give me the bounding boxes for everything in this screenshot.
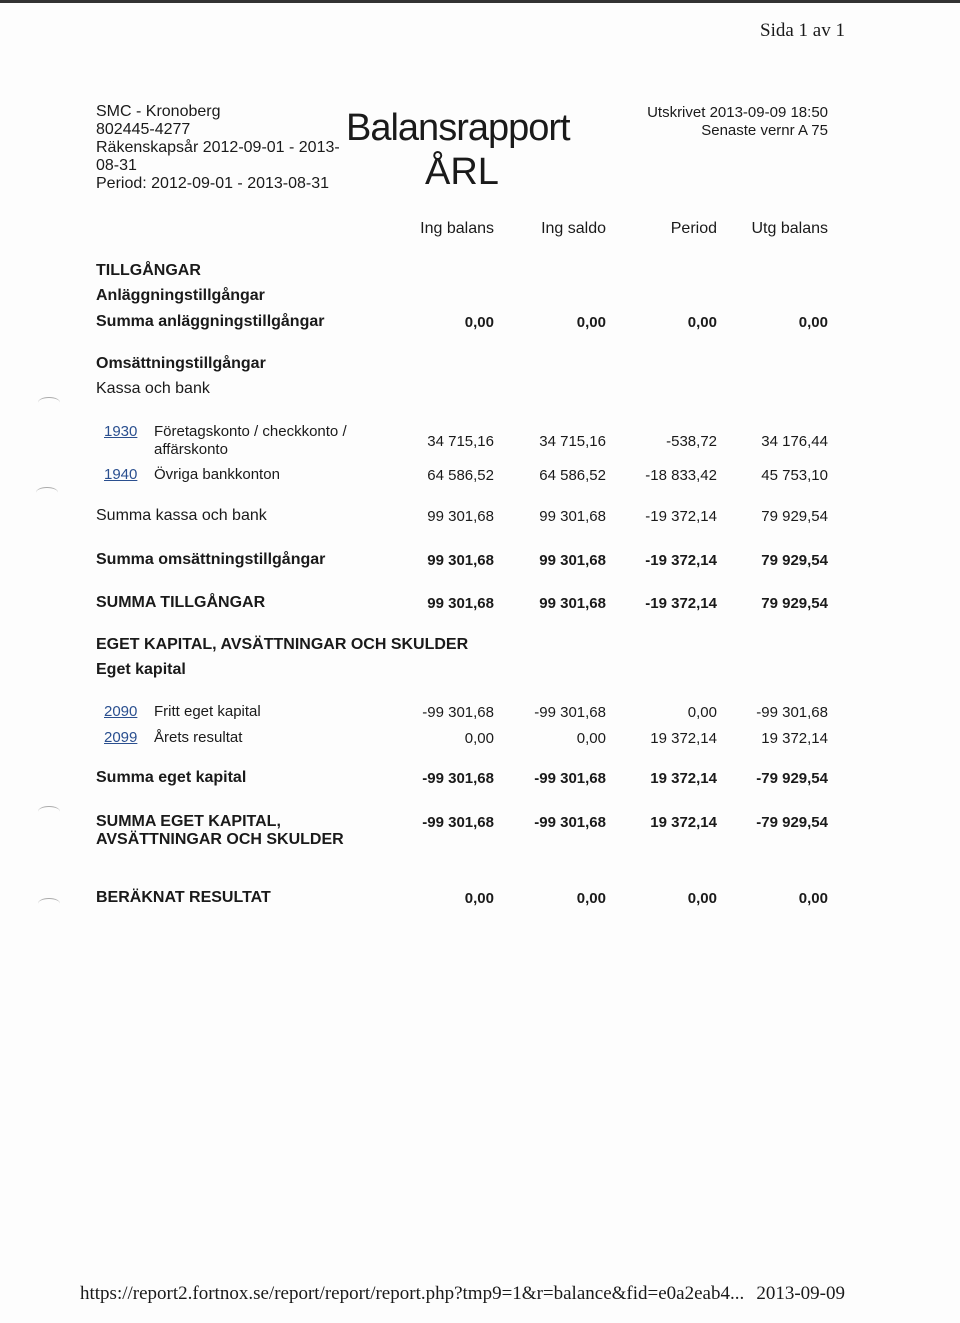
cell-value: 99 301,68 [539,595,606,612]
cell-value: 0,00 [464,730,494,747]
company-name: SMC - Kronoberg [96,103,221,120]
cell-value: 19 372,14 [650,814,717,831]
cell-value: 34 715,16 [539,433,606,450]
cell-value: 79 929,54 [761,595,828,612]
cell-value: -99 301,68 [422,704,494,721]
fixed-assets-sum-value: 0,00 [464,314,494,331]
cell-value: 99 301,68 [427,552,494,569]
cell-value: -19 372,14 [645,552,717,569]
company-info [96,103,346,193]
cell-value: 0,00 [576,730,606,747]
equity-sum-label: Summa eget kapital [96,769,247,786]
cell-value: 99 301,68 [539,552,606,569]
account-name: Övriga bankkonton [154,466,280,483]
period: Period: 2012-09-01 - 2013-08-31 [96,175,330,192]
equity-heading: Eget kapital [96,661,186,678]
account-name: Fritt eget kapital [154,703,261,720]
section-equity-heading: EGET KAPITAL, AVSÄTTNINGAR OCH SKULDER [96,636,469,653]
fixed-assets-sum-value: 0,00 [687,314,717,331]
cell-value: -99 301,68 [534,814,606,831]
cell-value: 0,00 [464,890,494,907]
cell-value: 45 753,10 [761,467,828,484]
scan-mark [36,487,58,498]
report-title: Balansrapport [346,107,570,149]
cell-value: -99 301,68 [534,704,606,721]
total-assets-label: SUMMA TILLGÅNGAR [96,594,266,611]
total-label-line: AVSÄTTNINGAR OCH SKULDER [96,831,344,848]
cell-value: 79 929,54 [761,508,828,525]
current-assets-heading: Omsättningstillgångar [96,355,266,372]
cell-value: 64 586,52 [539,467,606,484]
top-border [0,0,960,3]
account-name-line: Företagskonto / checkkonto / [154,423,347,440]
cell-value: -99 301,68 [756,704,828,721]
cell-value: 99 301,68 [539,508,606,525]
scan-mark [38,806,60,817]
cell-value: -18 833,42 [645,467,717,484]
cell-value: -79 929,54 [756,814,828,831]
account-name-line: affärskonto [154,441,228,458]
page-label: Sida 1 av 1 [760,20,845,41]
cell-value: 0,00 [687,704,717,721]
fixed-assets-sum-value: 0,00 [576,314,606,331]
cell-value: 19 372,14 [761,730,828,747]
total-label-line: SUMMA EGET KAPITAL, [96,813,281,830]
scan-mark [38,397,60,408]
cell-value: -19 372,14 [645,508,717,525]
cell-value: 19 372,14 [650,770,717,787]
cell-value: 99 301,68 [427,595,494,612]
cell-value: 99 301,68 [427,508,494,525]
account-name: Årets resultat [154,729,243,746]
cell-value: 64 586,52 [427,467,494,484]
cell-value: 19 372,14 [650,730,717,747]
cell-value: 0,00 [798,890,828,907]
cell-value: 79 929,54 [761,552,828,569]
scan-mark [38,898,60,909]
print-info [647,104,828,140]
cell-value: -99 301,68 [422,814,494,831]
account-number[interactable]: 1940 [104,466,138,483]
col-utg-balans: Utg balans [751,220,828,237]
cell-value: -19 372,14 [645,595,717,612]
section-assets-heading: TILLGÅNGAR [96,262,201,279]
cell-value: 0,00 [687,890,717,907]
fixed-assets-sum-value: 0,00 [798,314,828,331]
fixed-assets-heading: Anläggningstillgångar [96,287,265,304]
last-voucher: Senaste vernr A 75 [701,122,828,139]
cash-bank-heading: Kassa och bank [96,380,210,397]
report-subtitle: ÅRL [425,151,499,193]
footer-date: 2013-09-09 [756,1283,845,1304]
total-equity-liabilities-label [96,813,344,849]
cash-bank-sum-label: Summa kassa och bank [96,507,267,524]
account-number[interactable]: 2090 [104,703,138,720]
col-period: Period [670,220,717,237]
cell-value: -79 929,54 [756,770,828,787]
cell-value: -538,72 [666,433,717,450]
fixed-assets-sum-label: Summa anläggningstillgångar [96,313,325,330]
col-ing-saldo: Ing saldo [541,220,606,237]
current-assets-sum-label: Summa omsättningstillgångar [96,551,326,568]
calculated-result-label: BERÄKNAT RESULTAT [96,889,271,906]
cell-value: -99 301,68 [534,770,606,787]
cell-value: 34 176,44 [761,433,828,450]
org-number: 802445-4277 [96,121,191,138]
cell-value: 0,00 [576,890,606,907]
cell-value: 34 715,16 [427,433,494,450]
footer-url[interactable]: https://report2.fortnox.se/report/report/report.php?tmp9=1&r=balance&fid=e0a2eab4... [80,1283,745,1304]
col-ing-balans: Ing balans [420,220,494,237]
account-number[interactable]: 2099 [104,729,138,746]
printed-timestamp: Utskrivet 2013-09-09 18:50 [647,104,828,121]
account-name [154,423,347,459]
cell-value: -99 301,68 [422,770,494,787]
fiscal-year: Räkenskapsår 2012-09-01 - 2013-08-31 [96,139,340,174]
account-number[interactable]: 1930 [104,423,138,440]
